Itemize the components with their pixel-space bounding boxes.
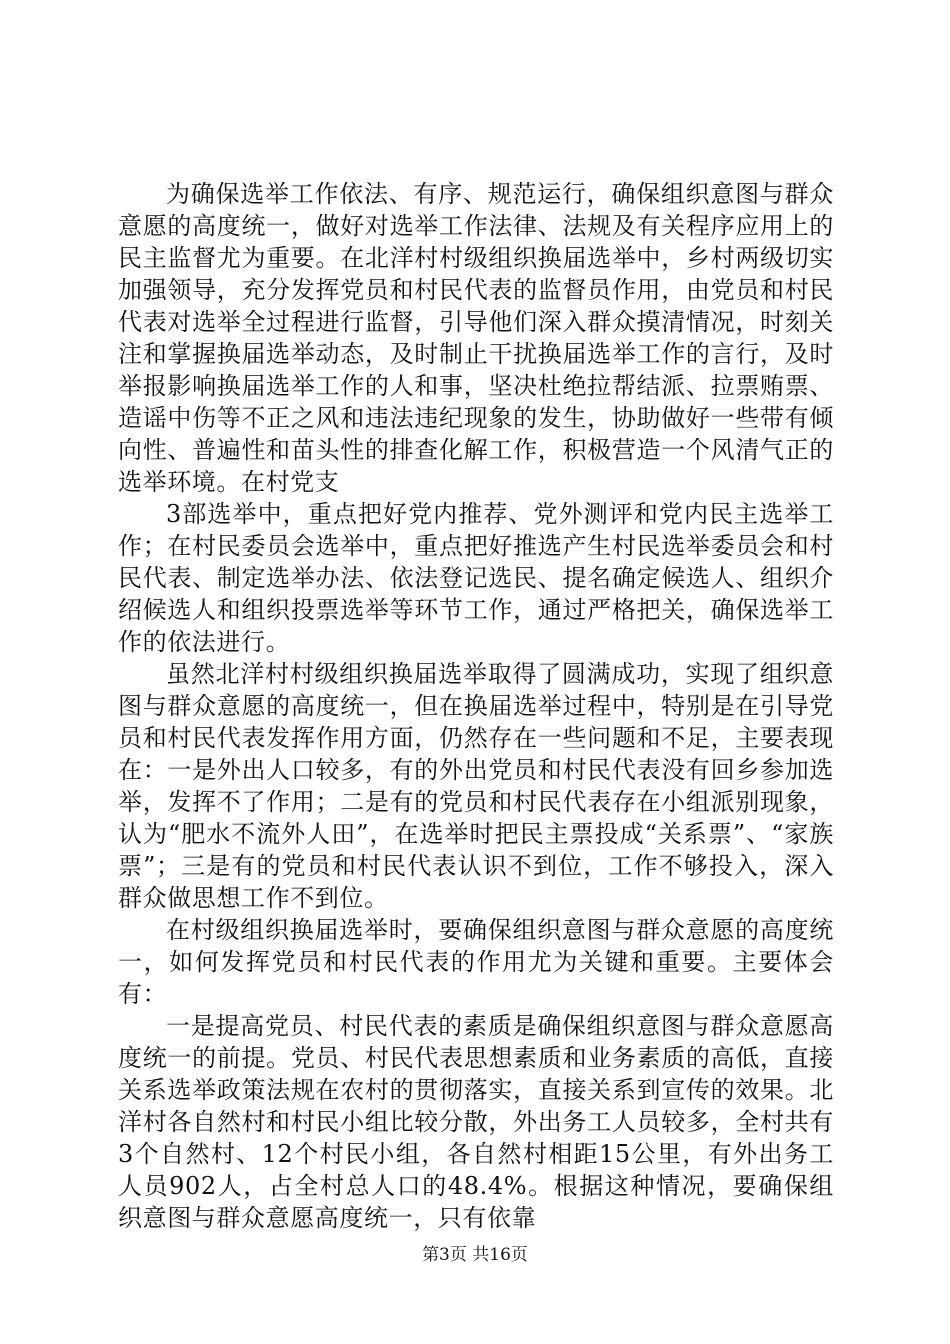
paragraph-3: 虽然北洋村村级组织换届选举取得了圆满成功，实现了组织意图与群众意愿的高度统一，但在换届选举过程中，特别是在引导党员和村民代表发挥作用方面，仍然存在一些问题和不足，主要表现在：一是外出人口较多，有的外出党员和村民代表没有回乡参加选举，发挥不了作用；二是有的党员和村民代表存在小组派别现象，认为“肥水不流外人田”，在选举时把民主票投成“关系票”、“家族票”；三是有的党员和村民代表认识不到位，工作不够投入，深入群众做思想工作不到位。 — [118, 660, 834, 912]
paragraph-5: 一是提高党员、村民代表的素质是确保组织意图与群众意愿高度统一的前提。党员、村民代表思想素质和业务素质的高低，直接关系选举政策法规在农村的贯彻落实，直接关系到宣传的效果。北洋村各自然村和村民小组比较分散，外出务工人员较多，全村共有3个自然村、12个村民小组，各自然村相距15公里，有外出务工人员902人，占全村总人口的48.4%。根据这种情况，要确保组织意图与群众意愿高度统一，只有依靠 — [118, 1012, 834, 1232]
paragraph-4: 在村级组织换届选举时，要确保组织意图与群众意愿的高度统一，如何发挥党员和村民代表的作用尤为关键和重要。主要体会有： — [118, 916, 834, 1008]
paragraph-2: 3部选举中，重点把好党内推荐、党外测评和党内民主选举工作；在村民委员会选举中，重点把好推选产生村民选举委员会和村民代表、制定选举办法、依法登记选民、提名确定候选人、组织介绍候选人和组织投票选举等环节工作，通过严格把关，确保选举工作的依法进行。 — [118, 500, 834, 656]
page-number-footer: 第3页 共16页 — [422, 1245, 528, 1265]
paragraph-1: 为确保选举工作依法、有序、规范运行，确保组织意图与群众意愿的高度统一，做好对选举工作法律、法规及有关程序应用上的民主监督尤为重要。在北洋村村级组织换届选举中，乡村两级切实加强领导，充分发挥党员和村民代表的监督员作用，由党员和村民代表对选举全过程进行监督，引导他们深入群众摸清情况，时刻关注和掌握换届选举动态，及时制止干扰换届选举工作的言行，及时举报影响换届选举工作的人和事，坚决杜绝拉帮结派、拉票贿票、造谣中伤等不正之风和违法违纪现象的发生，协助做好一些带有倾向性、普遍性和苗头性的排查化解工作，积极营造一个风清气正的选举环境。在村党支 — [118, 180, 834, 496]
body-text — [118, 178, 834, 1234]
